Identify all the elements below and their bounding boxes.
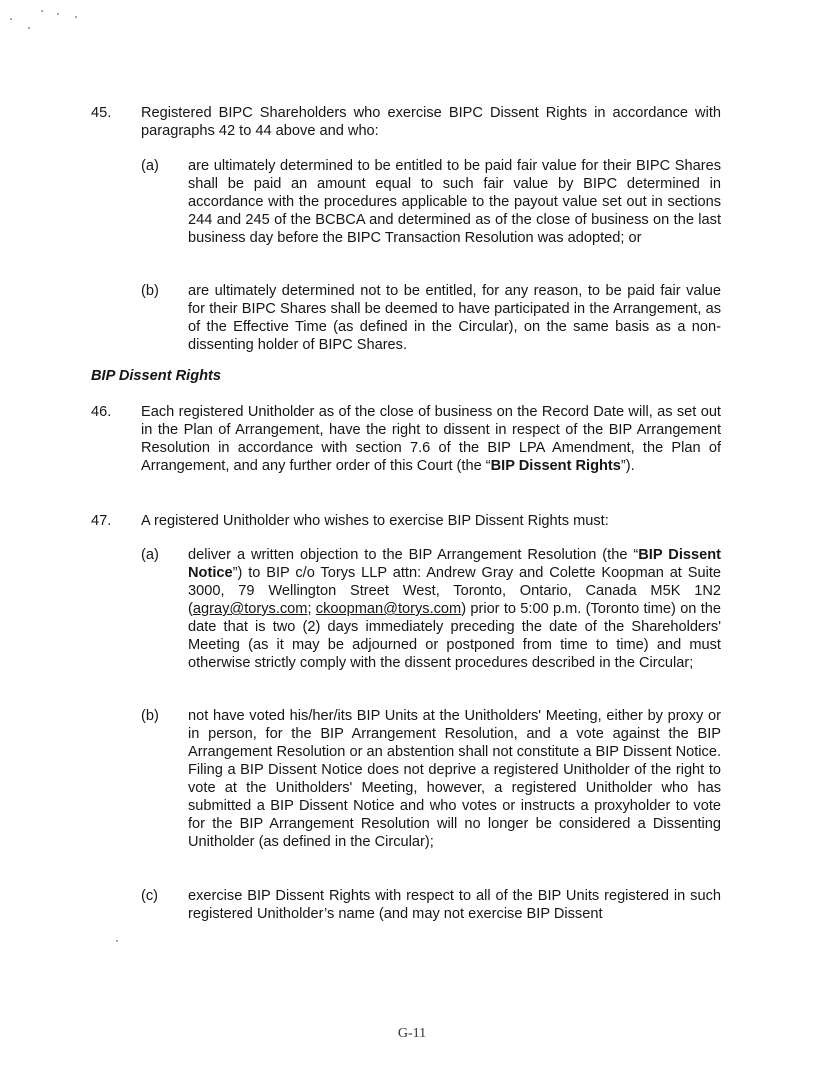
paragraph-text: Registered BIPC Shareholders who exercise BIPC Dissent Rights in accordance with paragraphs 42 to 44 above and who: [141, 105, 721, 139]
scan-speck [41, 10, 43, 12]
paragraph-number: 47. [91, 513, 112, 529]
text-run: deliver a written objection to the BIP Arrangement Resolution (the “ [188, 547, 639, 563]
subparagraph-text [188, 546, 721, 672]
defined-term: BIP Dissent Rights [490, 458, 621, 474]
paragraph-text [141, 403, 721, 475]
paragraph-text: A registered Unitholder who wishes to exercise BIP Dissent Rights must: [141, 513, 609, 529]
text-run: Each registered Unitholder as of the close of business on the Record Date will, as set out in the Plan of Arrangement, have the right to dissent in respect of the BIP Arrangement Resolution in accordance with section 7.6 of the BIP LPA Amendment, the Plan of Arrangement, and any further order of this Court (the “ [141, 404, 721, 474]
text-run: ”). [620, 458, 635, 474]
subparagraph-47c [141, 887, 721, 923]
subparagraph-text: are ultimately determined not to be entitled, for any reason, to be paid fair value for their BIPC Shares shall be deemed to have participated in the Arrangement, as of the Effective Time (as defined in the Circular), on the same basis as a non-dissenting holder of BIPC Shares. [188, 283, 721, 353]
paragraph-46 [91, 403, 721, 475]
paragraph-47 [91, 512, 721, 530]
subparagraph-text: exercise BIP Dissent Rights with respect to all of the BIP Units registered in such registered Unitholder’s name (and may not exercise BIP Dissent [188, 888, 721, 922]
scan-speck [116, 940, 118, 942]
paragraph-number: 46. [91, 404, 112, 420]
scan-speck [57, 13, 59, 15]
subparagraph-47a [141, 546, 721, 672]
text-run: ”) to BIP c/o Torys LLP attn: Andrew Gray and Colette Koopman at Suite 3000, 79 Wellington Street West, Toronto, Ontario, Canada M5K 1N2 ( [188, 565, 721, 617]
email-link-ckoopman[interactable]: ckoopman@torys.com [315, 601, 462, 617]
text-run: ) prior to 5:00 p.m. (Toronto time) on the date that is two (2) days immediately preceding the date of the Shareholders' Meeting (as it may be adjourned or postponed from time to time) and must otherwise strictly comply with the dissent procedures described in the Circular; [188, 601, 721, 671]
text-run: ; [307, 601, 316, 617]
defined-term: BIP Dissent Notice [188, 547, 721, 581]
paragraph-number: 45. [91, 105, 112, 121]
scan-speck [75, 16, 77, 18]
paragraph-45 [91, 104, 721, 140]
scan-speck [10, 18, 12, 20]
email-link-agray[interactable]: agray@torys.com [192, 601, 308, 617]
subparagraph-label: (a) [141, 158, 159, 174]
section-heading: BIP Dissent Rights [91, 368, 222, 384]
subparagraph-45b [141, 282, 721, 354]
subparagraph-label: (c) [141, 888, 159, 904]
subparagraph-label: (b) [141, 708, 159, 724]
subparagraph-text: are ultimately determined to be entitled to be paid fair value for their BIPC Shares shall be paid an amount equal to such fair value by BIPC determined in accordance with the procedures applicable to the payout value set out in sections 244 and 245 of the BCBCA and determined as of the close of business on the last business day before the BIPC Transaction Resolution was adopted; or [188, 158, 721, 246]
subparagraph-text: not have voted his/her/its BIP Units at the Unitholders' Meeting, either by proxy or in person, for the BIP Arrangement Resolution, and a vote against the BIP Arrangement Resolution or an abstention shall not constitute a BIP Dissent Notice. Filing a BIP Dissent Notice does not deprive a registered Unitholder of the right to vote at the Unitholders' Meeting, however, a registered Unitholder who has submitted a BIP Dissent Notice and who votes or instructs a proxyholder to vote for the BIP Arrangement Resolution will no longer be considered a Dissenting Unitholder (as defined in the Circular); [188, 708, 721, 850]
subparagraph-45a [141, 157, 721, 247]
subparagraph-47b [141, 707, 721, 851]
subparagraph-label: (a) [141, 547, 159, 563]
subparagraph-label: (b) [141, 283, 159, 299]
scan-speck [28, 27, 30, 29]
page-number: G-11 [397, 1026, 427, 1041]
